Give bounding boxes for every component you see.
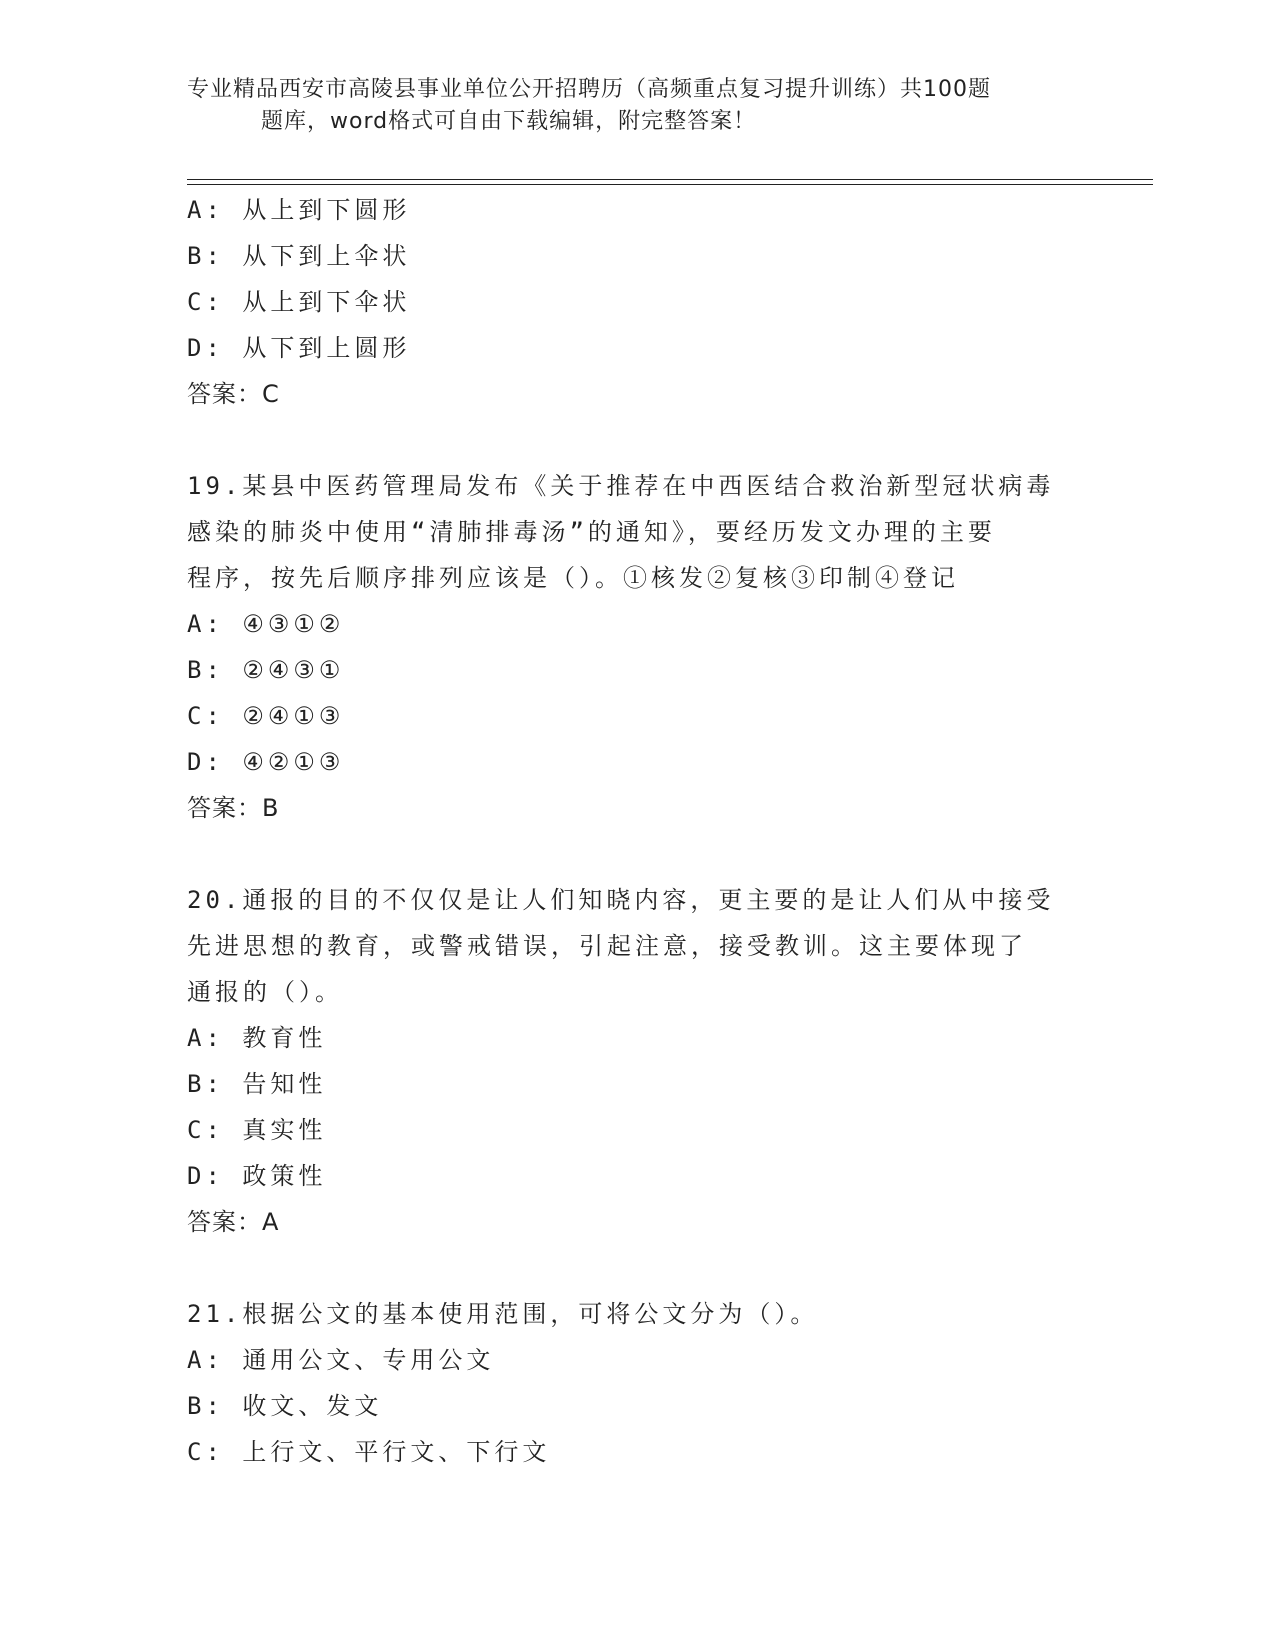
spacer [187,831,1087,877]
question-text-line: 19.某县中医药管理局发布《关于推荐在中西医结合救治新型冠状病毒 [187,472,1055,500]
option-c: C: 上行文、平行文、下行文 [187,1438,551,1466]
page-header [187,74,1067,138]
question-text-line: 20.通报的目的不仅仅是让人们知晓内容，更主要的是让人们从中接受 [187,886,1055,914]
question-18-options [187,187,1087,417]
option-c: C: ②④①③ [187,702,345,730]
header-divider-top [187,179,1153,180]
option-b: B: 收文、发文 [187,1392,383,1420]
option-a: A: 从上到下圆形 [187,196,411,224]
option-a: A: 通用公文、专用公文 [187,1346,495,1374]
option-b: B: 告知性 [187,1070,327,1098]
option-d: D: 从下到上圆形 [187,334,411,362]
answer-line: 答案：A [187,1208,280,1236]
document-body [187,187,1087,1475]
option-d: D: ④②①③ [187,748,345,776]
question-text-line: 感染的肺炎中使用“清肺排毒汤”的通知》，要经历发文办理的主要 [187,518,996,546]
question-text-line: 通报的（）。 [187,978,343,1006]
header-divider-bottom [187,184,1153,185]
header-title-line2: 题库，word格式可自由下载编辑，附完整答案！ [261,109,757,134]
question-21 [187,1291,1087,1475]
header-title-line1: 专业精品西安市高陵县事业单位公开招聘历（高频重点复习提升训练）共100题 [187,77,991,102]
spacer [187,1245,1087,1291]
answer-line: 答案：B [187,794,280,822]
option-c: C: 真实性 [187,1116,327,1144]
question-text-line: 21.根据公文的基本使用范围，可将公文分为（）。 [187,1300,819,1328]
option-a: A: 教育性 [187,1024,327,1052]
option-c: C: 从上到下伞状 [187,288,411,316]
question-19 [187,463,1087,831]
question-text-line: 程序，按先后顺序排列应该是（）。①核发②复核③印制④登记 [187,564,959,592]
option-b: B: 从下到上伞状 [187,242,411,270]
answer-line: 答案：C [187,380,280,408]
spacer [187,417,1087,463]
option-b: B: ②④③① [187,656,345,684]
option-a: A: ④③①② [187,610,345,638]
question-text-line: 先进思想的教育，或警戒错误，引起注意，接受教训。这主要体现了 [187,932,1027,960]
option-d: D: 政策性 [187,1162,327,1190]
question-20 [187,877,1087,1245]
